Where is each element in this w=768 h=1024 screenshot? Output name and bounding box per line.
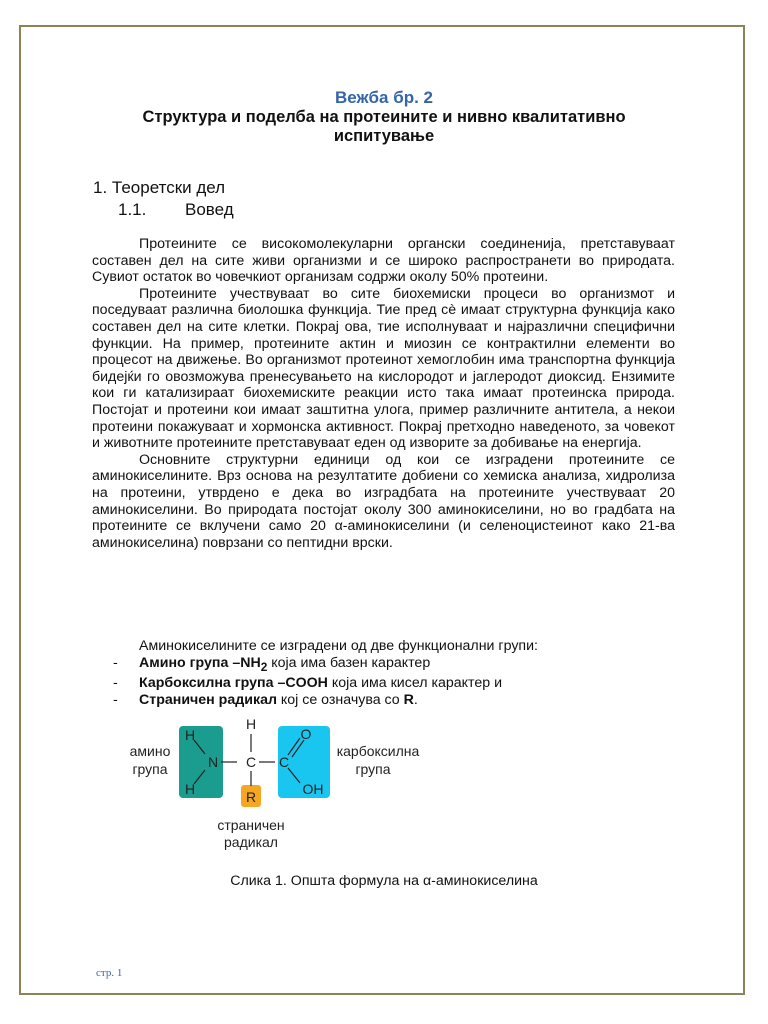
group-name: Амино група –NH (139, 655, 261, 671)
figure-caption: Слика 1. Општа формула на α-аминокиселина (230, 873, 538, 889)
group-description: која има кисел карактер и (327, 675, 503, 692)
paragraph: Протеините се високомолекуларни органски соединенија, претставуваат составен дел на сите живи организми и се широко распространети во природата. Сувиот остаток во човечкиот организам содржи околу 50% протеини. (92, 236, 675, 286)
list-item (113, 655, 502, 675)
label-carboxyl: група (355, 761, 391, 777)
functional-groups-list (113, 655, 502, 709)
group-name: Страничен радикал (139, 692, 277, 709)
atom-oh: OH (302, 781, 324, 797)
subsection-title: Вовед (185, 200, 234, 219)
paragraph: Основните структурни единици од кои се изградени протеините се аминокиселините. Врз основа на резултатите добиени со хемиска анализа, хидролиза на протеини, утврдено е дека во изградбата на протеините учествуваат 20 аминокиселини. Во природата постојат околу 300 аминокиселини, но во градбата на протеините се вклучени само 20 α-аминокиселини (и селеноцистеинот како 21-ва аминокиселина) поврзани со пептидни врски. (92, 451, 675, 551)
subsection-heading (118, 200, 234, 220)
atom-h: H (184, 727, 196, 743)
list-item (113, 675, 502, 692)
group-name: Карбоксилна група –COOH (139, 675, 328, 692)
page-title: Структура и поделба на протеините и нивно квалитативно испитување (142, 108, 626, 145)
exercise-number: Вежба бр. 2 (334, 88, 434, 107)
section-heading (93, 178, 225, 198)
section-number: 1. (93, 178, 108, 197)
label-amino: група (132, 761, 168, 777)
groups-intro: Аминокиселините се изградени од две функционални групи: (139, 638, 538, 654)
list-bullet: - (113, 655, 118, 671)
radical-symbol: R (403, 692, 414, 709)
atom-c: C (278, 754, 290, 770)
atom-o: O (300, 726, 312, 742)
list-bullet: - (113, 675, 118, 692)
atom-r: R (245, 789, 257, 805)
list-bullet: - (113, 692, 118, 709)
atom-n: N (207, 754, 219, 770)
subscript: 2 (260, 659, 268, 674)
label-carboxyl: карбоксилна (336, 743, 420, 759)
subsection-number: 1.1. (118, 200, 147, 219)
atom-c: C (245, 754, 257, 770)
atom-h: H (245, 716, 257, 732)
body-text (92, 236, 675, 551)
paragraph: Протеините учествуваат во сите биохемиски процеси во организмот и поседуваат различна биолошка функција. Тие пред сè имаат структурна функција како составен дел на сите клетки. Покрај ова, тие исполнуваат и најразлични специфични функции. На пример, протеините актин и миозин се контрактилни елементи во процесот на движење. Во организмот протеинот хемоглобин има транспортна функција бидејќи го овозможува пренесувањето на кислородот и јаглеродот диоксид. Ензимите кои ги катализираат биохемиските реакции исто така имаат протеинска природа. Постојат и протеини кои имаат заштитна улога, пример различните антитела, а некои протеини покажуваат и хормонска активност. Покрај претходно наведеното, за човекот и животните протеините претставуваат еден од изворите за добивање на енергија. (92, 285, 675, 452)
page-number: стр. 1 (96, 967, 123, 979)
label-side-radical: страничен (217, 817, 285, 833)
group-description: кој се означува со (276, 692, 404, 709)
label-side-radical: радикал (224, 834, 278, 850)
list-item: - Страничен радикал кој се означува со R. (113, 692, 418, 709)
amino-acid-structure-diagram (120, 712, 440, 862)
group-description: која има базен карактер (267, 655, 431, 671)
label-amino: амино (129, 743, 171, 759)
atom-h: H (184, 781, 196, 797)
section-title: Теоретски дел (111, 178, 226, 197)
